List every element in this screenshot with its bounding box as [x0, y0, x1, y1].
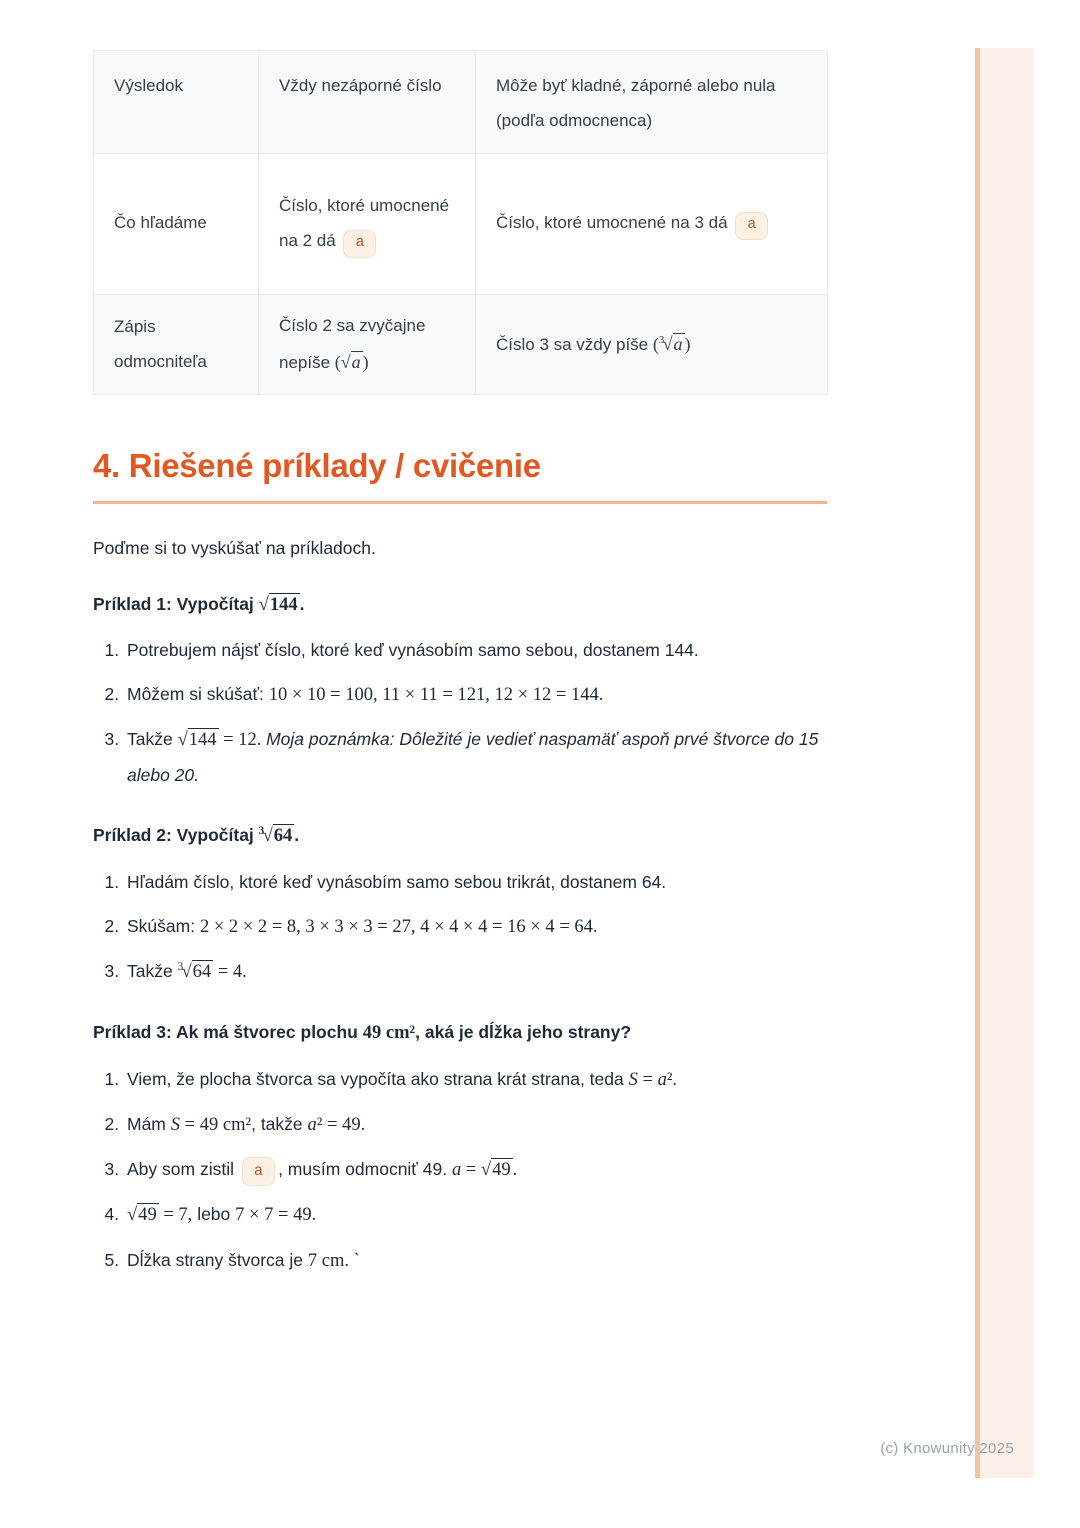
text-run: 49 cm²	[362, 1021, 416, 1043]
table-cell-cube-root	[476, 51, 828, 154]
intro-paragraph: Poďme si to vyskúšať na príkladoch.	[93, 537, 376, 558]
inline-code-badge: a	[242, 1157, 275, 1185]
section-divider	[93, 501, 827, 504]
radical-sign: √	[127, 1204, 138, 1226]
sqrt-expression	[259, 825, 295, 846]
text-run: `	[349, 1249, 360, 1270]
table-row	[94, 294, 828, 395]
sqrt-expression	[259, 593, 300, 615]
radical-sign: √	[258, 593, 269, 615]
table-cell-square-root	[259, 51, 476, 154]
table-cell-cube-root	[476, 294, 828, 395]
table-cell-label: Čo hľadáme	[94, 153, 259, 294]
text-run: , takže	[251, 1114, 308, 1135]
radicand: 64	[273, 825, 293, 847]
text-run: .	[299, 593, 305, 614]
text-run: 7 cm.	[307, 1249, 350, 1271]
sqrt-expression	[178, 728, 219, 750]
radicand: 49	[138, 1204, 157, 1226]
radical-sign: √	[181, 960, 192, 982]
text-run: ² = 49.	[316, 1114, 366, 1136]
text-run: 2 × 2 × 2 = 8, 3 × 3 × 3 = 27, 4 × 4 × 4 = 16 × 4 = 64.	[199, 915, 598, 937]
text-run: .	[294, 825, 300, 846]
text-run: Číslo, ktoré umocnené na 2 dá	[279, 195, 450, 250]
list-item	[124, 633, 827, 668]
text-run: a	[307, 1114, 317, 1136]
list-item	[124, 908, 827, 945]
text-run: = 49 cm²	[180, 1114, 252, 1136]
radical-sign: √	[340, 351, 351, 372]
text-run: =	[461, 1159, 481, 1181]
text-run: (	[652, 334, 659, 355]
list-item	[124, 865, 827, 900]
sqrt-expression	[178, 961, 214, 982]
section-heading: 4. Riešené príklady / cvičenie	[93, 447, 541, 485]
text-run: Skúšam:	[127, 915, 200, 936]
sqrt-expression	[127, 1203, 159, 1225]
text-run: Číslo 3 sa vždy píše	[496, 335, 653, 355]
example-3-title	[93, 1016, 827, 1049]
example-1-title	[93, 588, 827, 621]
example-1-steps	[93, 633, 827, 793]
list-item	[124, 953, 827, 990]
text-run: )	[362, 351, 369, 372]
text-run: , musím odmocniť 49.	[278, 1159, 452, 1180]
text-run: =	[637, 1069, 658, 1091]
comparison-table	[93, 50, 828, 395]
list-item	[124, 721, 827, 793]
text-run: = 7,	[158, 1204, 193, 1226]
table-cell-square-root	[259, 153, 476, 294]
text-run: .	[512, 1159, 518, 1181]
text-run: Príklad 1: Vypočítaj	[93, 593, 259, 614]
text-run: Aby som zistil	[127, 1159, 239, 1180]
table-row	[94, 51, 828, 154]
radicand: 49	[492, 1159, 511, 1181]
text-run: Príklad 2: Vypočítaj	[93, 825, 259, 846]
text-run: Viem, že plocha štvorca sa vypočíta ako strana krát strana, teda	[127, 1069, 629, 1090]
inline-code-badge: a	[735, 212, 768, 240]
table-cell-label: Výsledok	[94, 51, 259, 154]
text-run: a	[451, 1159, 462, 1181]
list-item	[124, 1061, 827, 1098]
text-run: Číslo, ktoré umocnené na 3 dá	[496, 213, 733, 233]
text-run: Potrebujem nájsť číslo, ktoré keď vynásobím samo sebou, dostanem 144.	[127, 640, 699, 661]
text-run: Vždy nezáporné číslo	[279, 76, 442, 95]
text-run: Môže byť kladné, záporné alebo nula (podľa odmocnenca)	[496, 76, 776, 130]
radicand: 144	[188, 729, 217, 751]
copyright-footer: (c) Knowunity 2025	[880, 1440, 1014, 1457]
text-run: )	[684, 334, 691, 355]
text-run: = 12.	[218, 729, 267, 751]
example-2-steps	[93, 865, 827, 990]
text-run: Príklad 3: Ak má štvorec plochu	[93, 1021, 363, 1042]
list-item	[124, 1196, 827, 1233]
text-run: S	[170, 1114, 181, 1136]
text-run: = 4.	[213, 960, 247, 982]
root-index: 3	[177, 960, 184, 973]
text-run: Dĺžka strany štvorca je	[127, 1249, 308, 1270]
radicand: a	[673, 334, 683, 355]
table-cell-label: Zápis odmocniteľa	[94, 294, 259, 395]
page-edge-stripe	[975, 48, 1033, 1478]
text-run: ².	[666, 1069, 678, 1091]
example-3-steps	[93, 1061, 827, 1278]
sqrt-expression	[659, 334, 685, 354]
page-content	[93, 50, 827, 1287]
text-run: lebo	[192, 1204, 236, 1225]
table-cell-cube-root	[476, 153, 828, 294]
example-2-title	[93, 819, 827, 852]
radicand: 64	[192, 960, 212, 982]
text-run: , aká je dĺžka jeho strany?	[415, 1021, 632, 1042]
text-run: (	[334, 351, 341, 372]
text-run: Mám	[127, 1114, 171, 1135]
root-index: 3	[258, 825, 265, 838]
list-item	[124, 676, 827, 713]
text-run: a	[657, 1069, 667, 1091]
table-cell-square-root	[259, 294, 476, 395]
table-row	[94, 153, 828, 294]
radicand: a	[351, 351, 361, 372]
list-item	[124, 1242, 827, 1279]
root-index: 3	[658, 334, 665, 347]
text-run: Číslo 2 sa zvyčajne nepíše	[279, 315, 426, 372]
text-run: Takže	[127, 729, 178, 750]
sqrt-expression	[341, 351, 363, 372]
list-item	[124, 1151, 827, 1188]
text-run: S	[628, 1069, 638, 1091]
list-item	[124, 1106, 827, 1143]
text-run: Hľadám číslo, ktoré keď vynásobím samo sebou trikrát, dostanem 64.	[127, 871, 667, 892]
radical-sign: √	[177, 729, 188, 751]
text-run: 7 × 7 = 49.	[235, 1204, 317, 1226]
radical-sign: √	[480, 1159, 492, 1181]
inline-code-badge: a	[343, 230, 376, 258]
text-run: Takže	[127, 960, 178, 981]
radicand: 144	[269, 593, 298, 615]
sqrt-expression	[481, 1158, 513, 1180]
radical-sign: √	[262, 825, 273, 847]
text-run: 10 × 10 = 100, 11 × 11 = 121, 12 × 12 = 144.	[268, 684, 604, 706]
radical-sign: √	[662, 334, 673, 355]
text-run: Moja poznámka: Dôležité je vedieť naspamäť aspoň prvé štvorce do 15 alebo 20.	[127, 729, 819, 786]
text-run: Môžem si skúšať:	[127, 684, 269, 705]
